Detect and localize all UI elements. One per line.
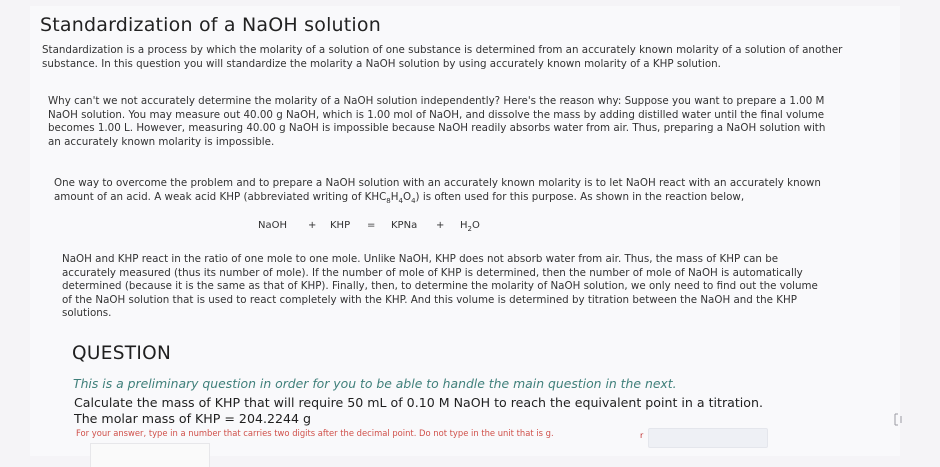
question-line-1: Calculate the mass of KHP that will require 50 mL of 0.10 M NaOH to reach the equivalent point in a titration.	[74, 395, 763, 410]
bottom-tab[interactable]	[90, 443, 210, 467]
reactant-naoh: NaOH	[258, 220, 287, 231]
reactant-khp: KHP	[330, 220, 351, 231]
method-mid-o: O	[402, 190, 412, 203]
hint-mark: r	[640, 431, 644, 440]
answer-hint: For your answer, type in a number that carries two digits after the decimal point. Do not type in the unit that is g.	[76, 428, 554, 438]
water-sub: 2	[467, 225, 472, 233]
method-paragraph	[54, 177, 824, 208]
cursor-icon	[893, 413, 903, 427]
product-kpna: KPNa	[391, 220, 418, 231]
method-mid-h: H	[390, 190, 399, 203]
question-heading: QUESTION	[72, 343, 172, 364]
method-text-before: One way to overcome the problem and to prepare a NaOH solution with an accurately known molarity is to let NaOH react with an accurately known amount of an acid. A weak acid KHP (abbreviated writing of KHC	[54, 177, 821, 203]
water-h: H	[460, 220, 468, 231]
method-sub-4b: 4	[411, 196, 416, 205]
water-o: O	[472, 220, 480, 231]
answer-input[interactable]	[648, 428, 768, 448]
plus-sign-1: +	[308, 220, 317, 231]
reaction-equation	[258, 220, 500, 233]
intro-paragraph: Standardization is a process by which the molarity of a solution of one substance is determined from an accurately known molarity of a solution of another substance. In this question you will standardize the molarity a NaOH solution by using accurately known molarity of a KHP solution.	[42, 44, 843, 70]
method-sub-8: 8	[386, 196, 391, 205]
method-sub-4a: 4	[398, 196, 403, 205]
question-line-2: The molar mass of KHP = 204.2244 g	[74, 411, 312, 426]
equals-sign: =	[367, 220, 376, 231]
product-water	[460, 220, 500, 233]
why-paragraph: Why can't we not accurately determine the molarity of a NaOH solution independently? Here's the reason why: Suppose you want to prepare a 1.00 M NaOH solution. You may measure out 40.00 g NaOH, which is 1.00 mol of NaOH, and dissolve the mass by adding distilled water until the final volume becomes 1.00 L. However, measuring 40.00 g NaOH is impossible because NaOH readily absorbs water from air. Thus, preparing a NaOH solution with an accurately known molarity is impossible.	[48, 95, 826, 148]
plus-sign-2: +	[436, 220, 445, 231]
page-title: Standardization of a NaOH solution	[40, 14, 381, 36]
explanation-paragraph: NaOH and KHP react in the ratio of one mole to one mole. Unlike NaOH, KHP does not absorb water from air. Thus, the mass of KHP can be accurately measured (thus its number of mole). If the number of mole of KHP is determined, then the number of mole of NaOH is automatically determined (because it is the same as that of KHP). Finally, then, to determine the molarity of NaOH solution, we only need to find out the volume of the NaOH solution that is used to react completely with the KHP. And this volume is determined by titration between the NaOH and the KHP solutions.	[62, 253, 818, 320]
preliminary-note: This is a preliminary question in order for you to be able to handle the main question in the next.	[73, 376, 677, 391]
method-text-after: ) is often used for this purpose. As shown in the reaction below,	[415, 190, 745, 203]
